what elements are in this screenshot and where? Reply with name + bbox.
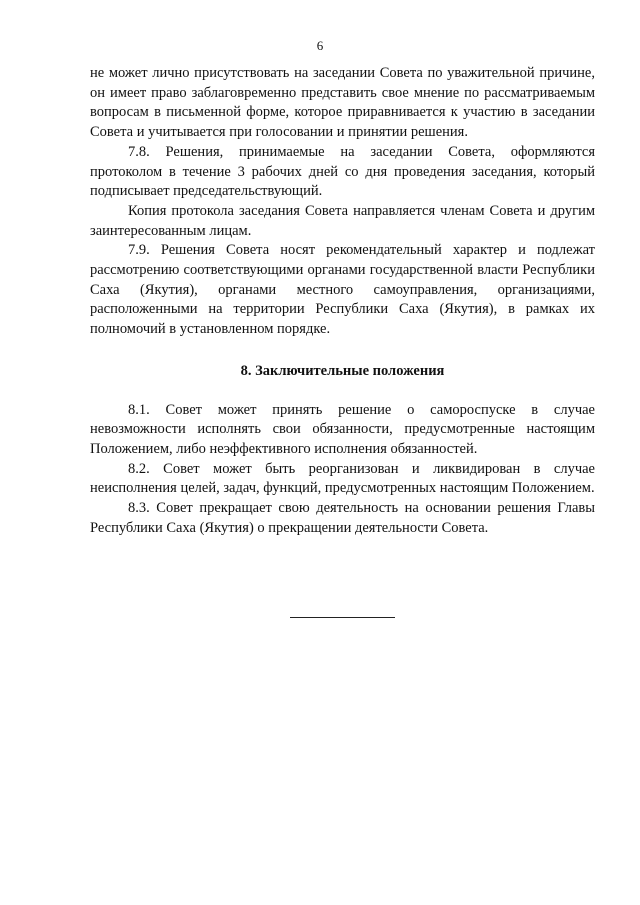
closing-separator-line bbox=[290, 617, 395, 618]
paragraph-protocol-copy: Копия протокола заседания Совета направляется членам Совета и другим заинтересованным лицам. bbox=[90, 202, 595, 239]
page-number: 6 bbox=[316, 38, 324, 53]
paragraph-8-3: 8.3. Совет прекращает свою деятельность на основании решения Главы Республики Саха (Якутия) о прекращении деятельности Совета. bbox=[90, 500, 595, 536]
section-heading-8: 8. Заключительные положения bbox=[240, 362, 445, 379]
paragraph-continuation: не может лично присутствовать на заседании Совета по уважительной причине, он имеет право заблаговременно представить свое мнение по рассматриваемым вопросам в письменной форме, которое приравнивается к участию в заседании Совета и учитывается при голосовании и принятии решения. bbox=[90, 65, 595, 141]
document-body bbox=[90, 64, 595, 538]
paragraph-8-1: 8.1. Совет может принять решение о самороспуске в случае невозможности исполнять свои обязанности, предусмотренные настоящим Положением, либо неэффективного исполнения обязанностей. bbox=[90, 401, 595, 457]
paragraph-7-9: 7.9. Решения Совета носят рекомендательный характер и подлежат рассмотрению соответствующими органами государственной власти Республики Саха (Якутия), органами местного самоуправления, организациями, расположенными на территории Республики Саха (Якутия), в рамках их полномочий в установленном порядке. bbox=[90, 242, 595, 338]
paragraph-8-2: 8.2. Совет может быть реорганизован и ликвидирован в случае неисполнения целей, задач, функций, предусмотренных настоящим Положением. bbox=[90, 460, 595, 497]
paragraph-7-8: 7.8. Решения, принимаемые на заседании Совета, оформляются протоколом в течение 3 рабочих дней со дня проведения заседания, который подписывает председательствующий. bbox=[90, 143, 595, 200]
